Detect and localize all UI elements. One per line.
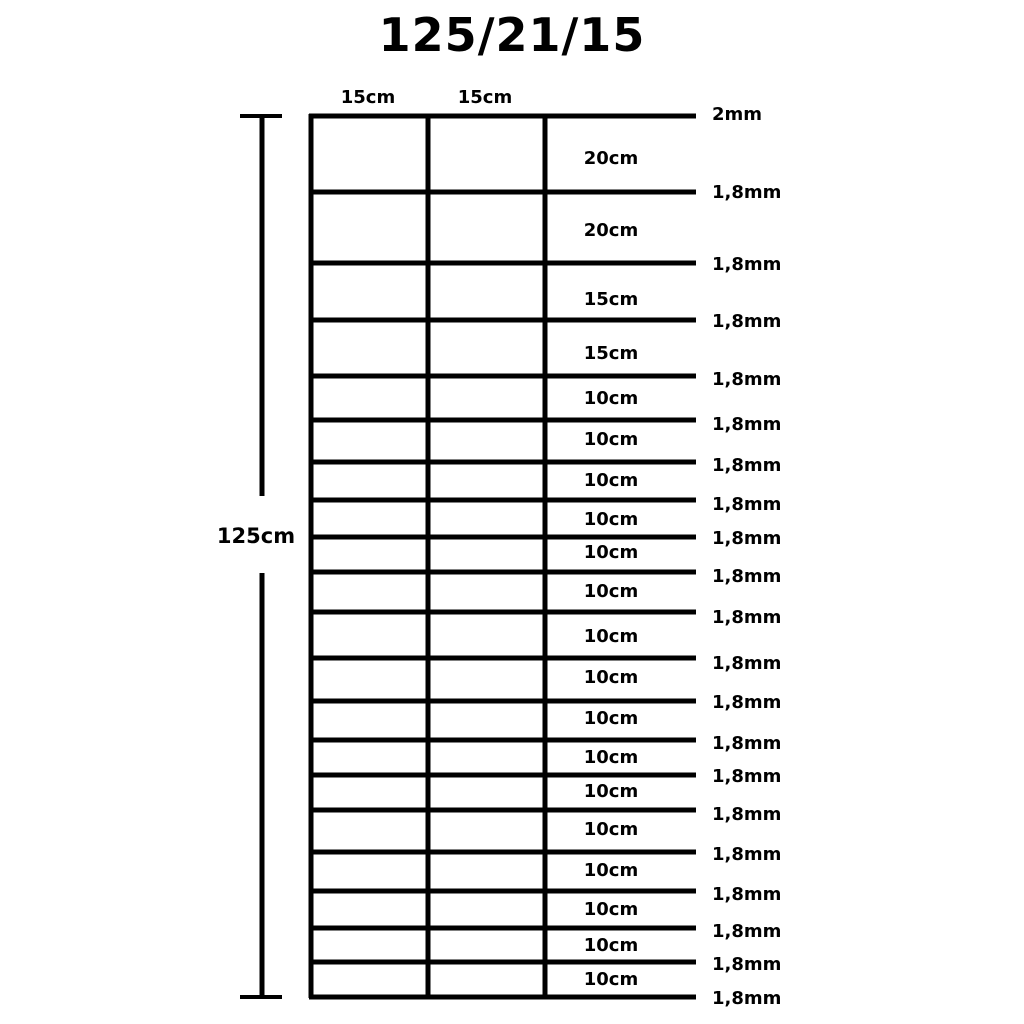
row-spacing-label: 10cm	[583, 581, 639, 602]
column-spacing-label: 15cm	[457, 87, 513, 108]
wire-thickness-label: 1,8mm	[712, 766, 782, 787]
row-spacing-label: 10cm	[583, 969, 639, 990]
wire-thickness-label: 1,8mm	[712, 455, 782, 476]
wire-thickness-label: 1,8mm	[712, 921, 782, 942]
row-spacing-label: 10cm	[583, 626, 639, 647]
wire-thickness-label: 1,8mm	[712, 988, 782, 1009]
column-spacing-label: 15cm	[340, 87, 396, 108]
row-spacing-label: 10cm	[583, 388, 639, 409]
wire-thickness-label: 1,8mm	[712, 528, 782, 549]
wire-thickness-label: 1,8mm	[712, 494, 782, 515]
wire-thickness-label: 1,8mm	[712, 884, 782, 905]
wire-thickness-label: 1,8mm	[712, 607, 782, 628]
wire-thickness-label: 1,8mm	[712, 182, 782, 203]
row-spacing-label: 10cm	[583, 747, 639, 768]
row-spacing-label: 15cm	[583, 343, 639, 364]
row-spacing-label: 10cm	[583, 935, 639, 956]
wire-thickness-label: 1,8mm	[712, 566, 782, 587]
wire-thickness-label: 1,8mm	[712, 692, 782, 713]
row-spacing-label: 10cm	[583, 667, 639, 688]
wire-thickness-label: 1,8mm	[712, 954, 782, 975]
wire-thickness-label: 1,8mm	[712, 369, 782, 390]
row-spacing-label: 20cm	[583, 220, 639, 241]
row-spacing-label: 10cm	[583, 470, 639, 491]
row-spacing-label: 10cm	[583, 542, 639, 563]
row-spacing-label: 15cm	[583, 289, 639, 310]
total-height-label: 125cm	[216, 524, 296, 548]
row-spacing-label: 10cm	[583, 899, 639, 920]
diagram-title: 125/21/15	[378, 8, 646, 62]
row-spacing-label: 10cm	[583, 860, 639, 881]
row-spacing-label: 10cm	[583, 708, 639, 729]
wire-thickness-label: 1,8mm	[712, 254, 782, 275]
wire-thickness-label: 2mm	[712, 104, 763, 125]
wire-thickness-label: 1,8mm	[712, 653, 782, 674]
wire-thickness-label: 1,8mm	[712, 804, 782, 825]
row-spacing-label: 20cm	[583, 148, 639, 169]
wire-thickness-label: 1,8mm	[712, 311, 782, 332]
row-spacing-label: 10cm	[583, 781, 639, 802]
row-spacing-label: 10cm	[583, 819, 639, 840]
wire-thickness-label: 1,8mm	[712, 844, 782, 865]
row-spacing-label: 10cm	[583, 509, 639, 530]
row-spacing-label: 10cm	[583, 429, 639, 450]
wire-thickness-label: 1,8mm	[712, 414, 782, 435]
wire-thickness-label: 1,8mm	[712, 733, 782, 754]
